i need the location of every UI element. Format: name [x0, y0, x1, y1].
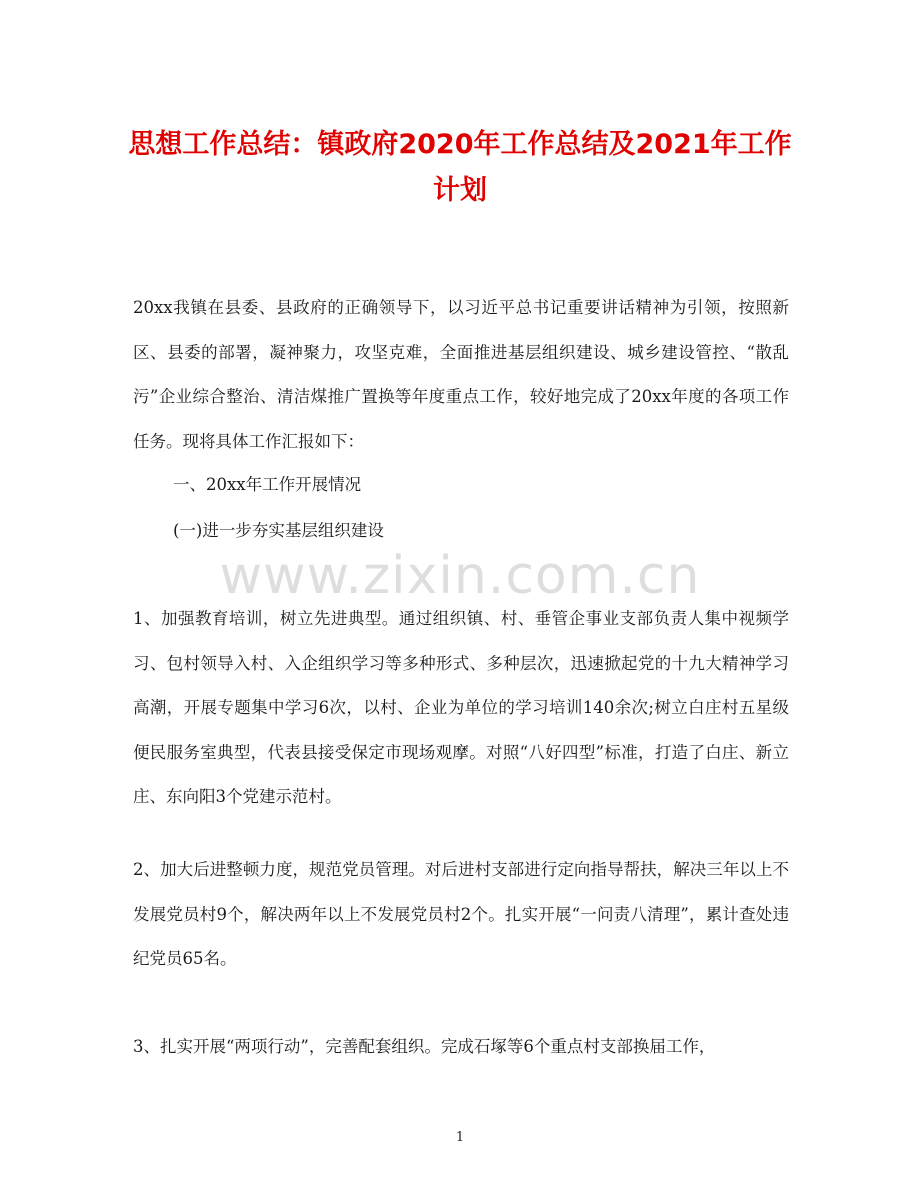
list-item: 1、加强教育培训，树立先进典型。通过组织镇、村、垂管企事业支部负责人集中视频学习、包村领导入村、入企组织学习等多种形式、多种层次，迅速掀起党的十九大精神学习高潮，开展专题集中学习6次，以村、企业为单位的学习培训140余次;树立白庄村五星级便民服务室典型，代表县接受保定市现场观摩。对照“八好四型”标准，打造了白庄、新立庄、东向阳3个党建示范村。	[133, 609, 789, 806]
subsection-heading: (一)进一步夯实基层组织建设	[173, 521, 384, 540]
intro-paragraph: 20xx我镇在县委、县政府的正确领导下，以习近平总书记重要讲话精神为引领，按照新区、县委的部署，凝神聚力，攻坚克难，全面推进基层组织建设、城乡建设管控、“散乱污”企业综合整治、清洁煤推广置换等年度重点工作，较好地完成了20xx年度的各项工作任务。现将具体工作汇报如下：	[133, 298, 789, 451]
list-item: 2、加大后进整顿力度，规范党员管理。对后进村支部进行定向指导帮扶，解决三年以上不发展党员村9个，解决两年以上不发展党员村2个。扎实开展“一问责八清理”，累计查处违纪党员65名。	[133, 860, 789, 968]
watermark: www.zixin.com.cn	[219, 546, 701, 606]
document-title: 思想工作总结：镇政府2020年工作总结及2021年工作计划	[128, 129, 792, 206]
section-heading: 一、20xx年工作开展情况	[173, 475, 362, 494]
list-item: 3、扎实开展“两项行动”，完善配套组织。完成石塚等6个重点村支部换届工作，	[133, 1037, 716, 1056]
page-number: 1	[455, 1130, 465, 1145]
